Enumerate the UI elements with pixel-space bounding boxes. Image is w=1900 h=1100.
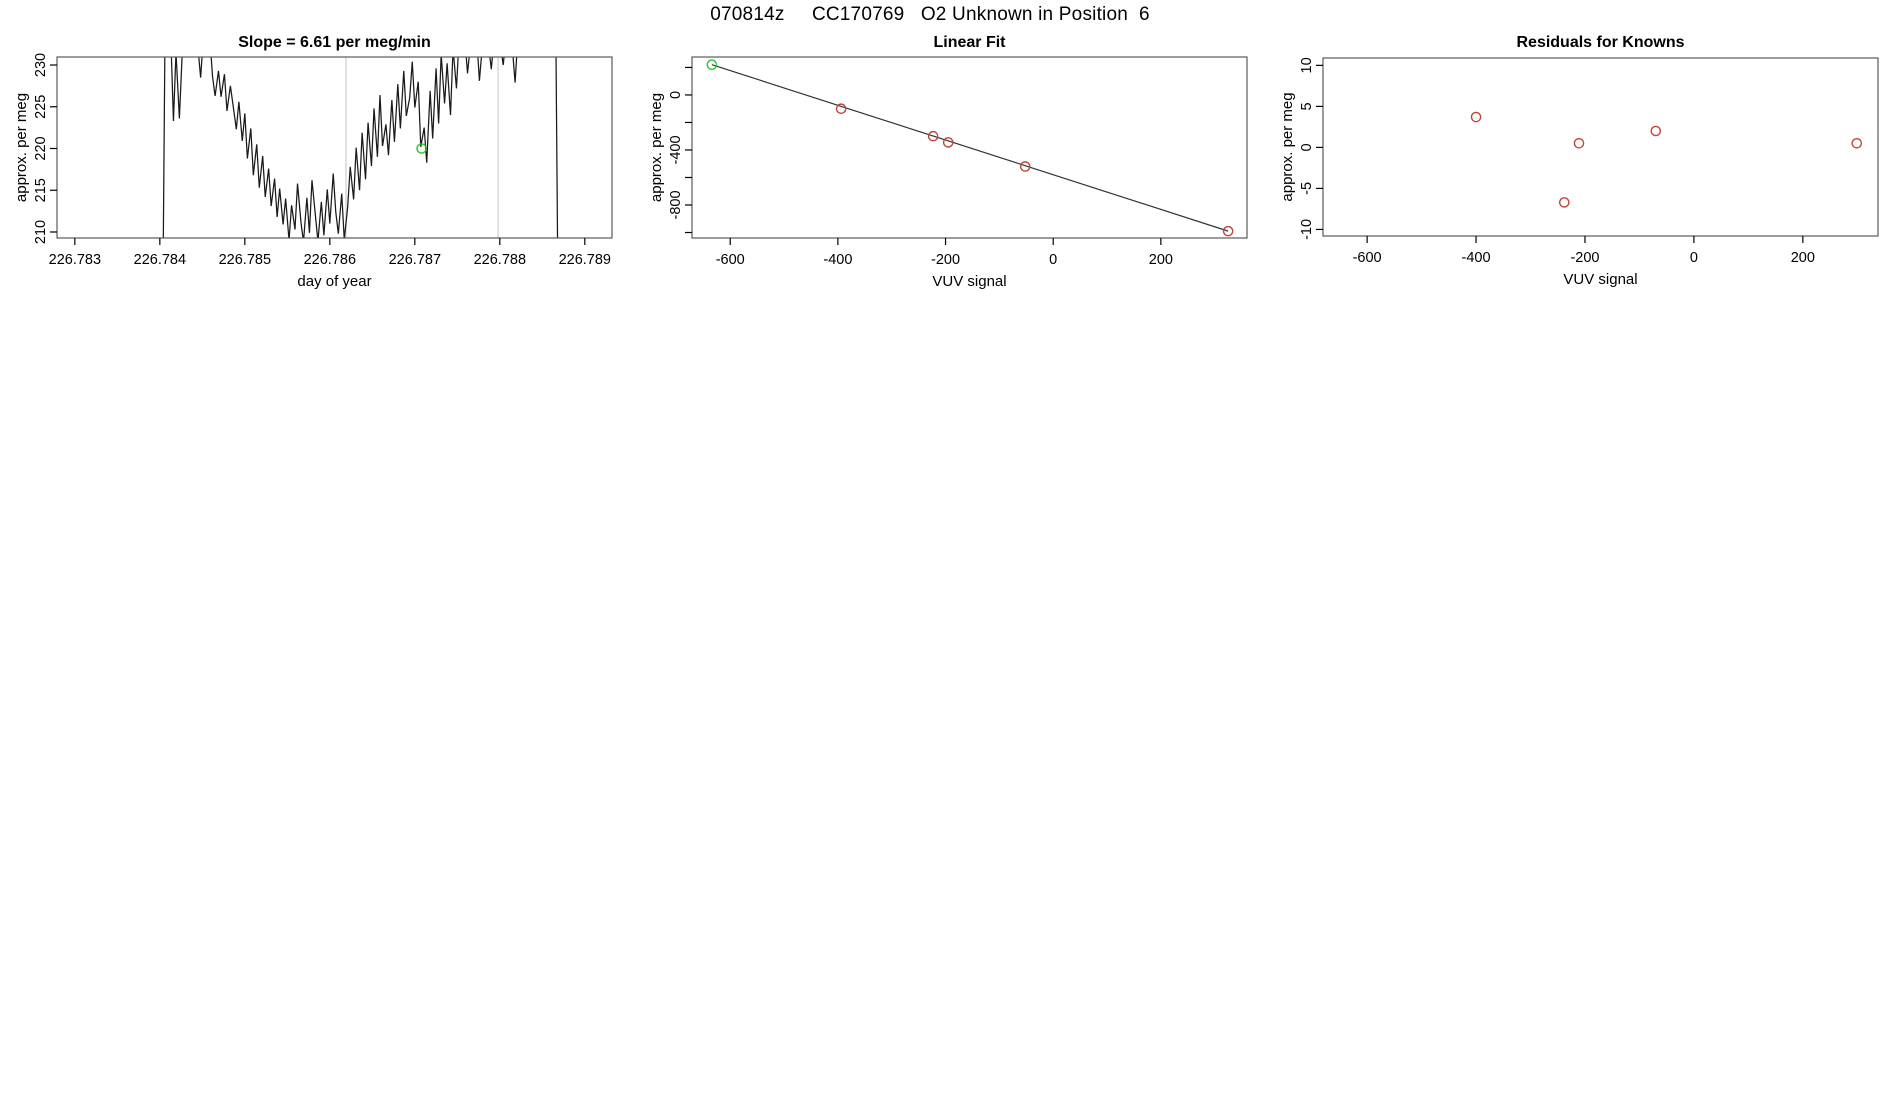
- x-tick-label: 226.789: [558, 252, 612, 268]
- x-axis-label: VUV signal: [932, 273, 1007, 290]
- x-tick-label: 0: [1049, 252, 1058, 268]
- y-tick-label: 215: [33, 178, 49, 203]
- x-tick-label: -400: [823, 252, 853, 268]
- y-axis-label: approx. per meg: [13, 92, 30, 203]
- x-tick-label: 226.784: [133, 252, 187, 268]
- x-tick-label: -600: [715, 252, 745, 268]
- x-tick-label: -200: [1570, 250, 1600, 266]
- x-tick-label: 226.788: [473, 252, 527, 268]
- y-tick-label: -5: [1299, 181, 1315, 195]
- known-point-marker: [1852, 139, 1861, 148]
- known-point-marker: [837, 104, 846, 113]
- y-tick-label: 10: [1299, 57, 1315, 74]
- x-tick-label: 226.786: [303, 252, 357, 268]
- y-tick-label: -400: [668, 135, 684, 165]
- x-axis-label: day of year: [297, 273, 372, 290]
- panel-title: Residuals for Knowns: [1516, 34, 1685, 51]
- known-point-marker: [1471, 112, 1480, 121]
- figure-title: 070814z CC170769 O2 Unknown in Position 6: [710, 4, 1150, 25]
- x-tick-label: 226.785: [218, 252, 272, 268]
- y-axis-label: approx. per meg: [648, 92, 665, 203]
- linear-fit-chart: [633, 0, 1267, 300]
- y-tick-label: -10: [1299, 218, 1315, 240]
- residuals-chart: [1266, 0, 1900, 300]
- x-tick-label: 200: [1790, 250, 1815, 266]
- x-tick-label: -400: [1461, 250, 1491, 266]
- y-axis-label: approx. per meg: [1279, 92, 1296, 202]
- timeseries-chart: [0, 0, 634, 300]
- known-point-marker: [1651, 126, 1660, 135]
- panel-title: Slope = 6.61 per meg/min: [238, 34, 431, 51]
- fit-line: [712, 65, 1228, 231]
- x-tick-label: 226.783: [48, 252, 102, 268]
- y-tick-label: -800: [668, 190, 684, 220]
- known-point-marker: [1560, 198, 1569, 207]
- y-tick-label: 230: [33, 52, 49, 78]
- plot-box: [1323, 58, 1878, 236]
- x-tick-label: -200: [931, 252, 961, 268]
- x-tick-label: 0: [1689, 250, 1698, 266]
- x-tick-label: 226.787: [388, 252, 442, 268]
- y-tick-label: 210: [33, 219, 49, 245]
- y-tick-label: 0: [668, 90, 684, 99]
- panel-title: Linear Fit: [933, 34, 1006, 51]
- y-tick-label: 0: [1299, 143, 1315, 152]
- y-tick-label: 5: [1299, 102, 1315, 111]
- x-tick-label: 200: [1148, 252, 1173, 268]
- y-tick-label: 220: [33, 136, 49, 161]
- y-tick-label: 225: [33, 94, 49, 119]
- known-point-marker: [1574, 139, 1583, 148]
- x-tick-label: -600: [1352, 250, 1382, 266]
- plot-box: [57, 57, 612, 238]
- x-axis-label: VUV signal: [1563, 271, 1638, 288]
